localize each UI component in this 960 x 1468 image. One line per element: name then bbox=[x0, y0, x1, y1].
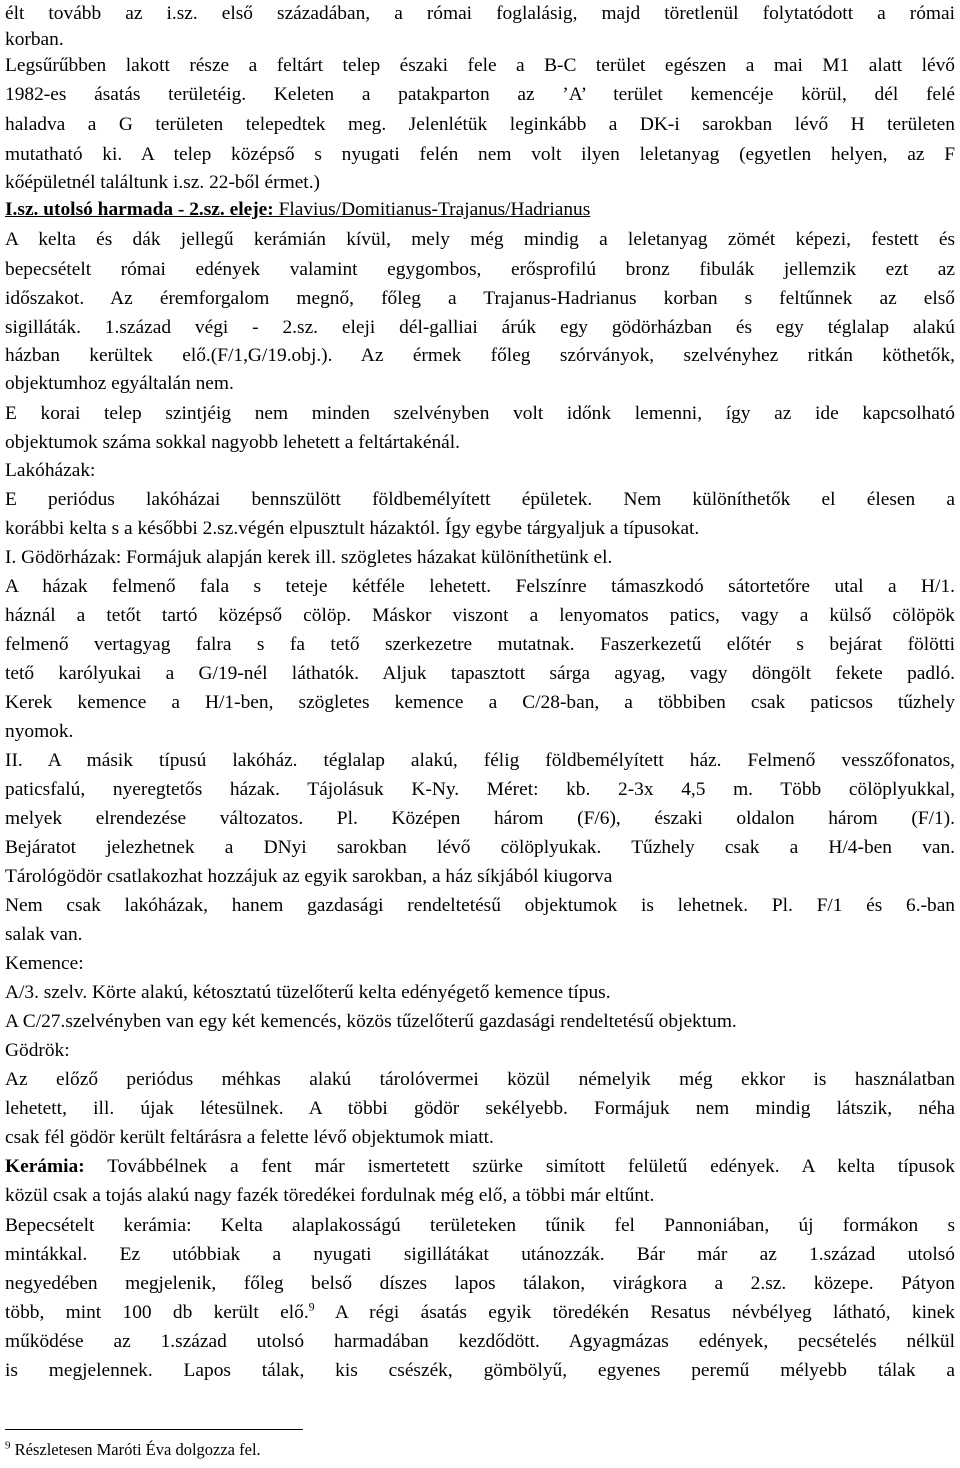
footnote-reference[interactable]: 9 bbox=[308, 1299, 315, 1314]
paragraph-line: Kerek kemence a H/1-ben, szögletes kemence a C/28-ban, a többiben csak paticsos tűzhely bbox=[5, 692, 955, 713]
paragraph-line: működése az 1.század utolsó harmadában kezdődött. Agyagmázas edények, pecsételés nélkül bbox=[5, 1331, 955, 1352]
paragraph-line: A/3. szelv. Körte alakú, kétosztatú tüzelőterű kelta edényégető kemence típus. bbox=[5, 982, 611, 1003]
paragraph-line: Bejáratot jelezhetnek a DNyi sarokban lévő cölöplyukak. Tűzhely csak a H/4-ben van. bbox=[5, 837, 955, 858]
paragraph-line: haladva a G területen telepedtek meg. Jelenlétük leginkább a DK-i sarokban lévő H területen bbox=[5, 114, 955, 135]
paragraph-line: A C/27.szelvényben van egy két kemencés, közös tűzelőterű gazdasági rendeltetésű objektum. bbox=[5, 1011, 737, 1032]
paragraph-line bbox=[5, 1154, 955, 1180]
paragraph-line: I. Gödörházak: Formájuk alapján kerek ill. szögletes házakat különíthetünk el. bbox=[5, 547, 613, 568]
period-rulers: Flavius/Domitianus-Trajanus/Hadrianus bbox=[273, 199, 591, 220]
paragraph-line: tető karólyukai a G/19-nél láthatók. Aljuk tapasztott sárga agyag, vagy döngölt fekete padló. bbox=[5, 663, 955, 684]
paragraph-line: házban kerültek elő.(F/1,G/19.obj.). Az érmek főleg szórványok, szelvényhez ritkán köthetők, bbox=[5, 345, 955, 366]
paragraph-line: korban. bbox=[5, 29, 64, 50]
paragraph-line: melyek elrendezése változatos. Pl. Középen három (F/6), északi oldalon három (F/1). bbox=[5, 808, 955, 829]
paragraph-line bbox=[5, 1300, 955, 1326]
paragraph-line: Nem csak lakóházak, hanem gazdasági rendeltetésű objektumok is lehetnek. Pl. F/1 és 6.-ban bbox=[5, 895, 955, 916]
subheading-godrok: Gödrök: bbox=[5, 1040, 70, 1061]
subheading-lakohazak: Lakóházak: bbox=[5, 460, 96, 481]
paragraph-line: Az előző periódus méhkas alakú tárolóvermei közül némelyik még ekkor is használatban bbox=[5, 1069, 955, 1090]
paragraph-line: háznál a tetőt tartó középső cölöp. Máskor viszont a lenyomatos patics, vagy a külső cölöpök bbox=[5, 605, 955, 626]
paragraph-line: salak van. bbox=[5, 924, 83, 945]
paragraph-line: nyomok. bbox=[5, 721, 74, 742]
paragraph-line: élt tovább az i.sz. első századában, a római foglalásig, majd töretlenül folytatódott a római bbox=[5, 3, 955, 24]
paragraph-line: II. A másik típusú lakóház. téglalap alakú, félig földbemélyített ház. Felmenő vesszőfonatos, bbox=[5, 750, 955, 771]
paragraph-line: 1982-es ásatás területéig. Keleten a patakparton az ’A’ terület kemencéje körül, dél felé bbox=[5, 84, 955, 105]
paragraph-line: objektumok száma sokkal nagyobb lehetett a feltártakénál. bbox=[5, 432, 460, 453]
paragraph-line: kőépületnél találtunk i.sz. 22-ből érmet.) bbox=[5, 172, 321, 193]
period-label: I.sz. utolsó harmada - 2.sz. eleje: bbox=[5, 199, 274, 220]
paragraph-line: Bepecsételt kerámia: Kelta alaplakosságú területeken tűnik fel Pannoniában, új formákon s bbox=[5, 1215, 955, 1236]
paragraph-line: közül csak a tojás alakú nagy fazék töredékei fordulnak még elő, a többi már eltűnt. bbox=[5, 1185, 655, 1206]
paragraph-line: korábbi kelta s a későbbi 2.sz.végén elpusztult házaktól. Így egybe tárgyaljuk a típusokat. bbox=[5, 518, 700, 539]
subheading-kemence: Kemence: bbox=[5, 953, 84, 974]
paragraph-line: Legsűrűbben lakott része a feltárt telep északi fele a B-C terület egészen a mai M1 alatt lévő bbox=[5, 55, 955, 76]
paragraph-line: bepecsételt római edények valamint egygombos, erősprofilú bronz fibulák jellemzik ezt az bbox=[5, 259, 955, 280]
line-text-before-footnote: több, mint 100 db került elő. bbox=[5, 1302, 309, 1323]
paragraph-line: mutatható ki. A telep középső s nyugati felén nem volt ilyen leletanyag (egyetlen helyen, az F bbox=[5, 144, 955, 165]
paragraph-line: A házak felmenő fala s teteje kétféle lehetett. Felszínre támaszkodó sátortetőre utal a H/1. bbox=[5, 576, 955, 597]
paragraph-line: csak fél gödör került feltárásra a felette lévő objektumok miatt. bbox=[5, 1127, 494, 1148]
paragraph-line: A kelta és dák jellegű kerámián kívül, mely még mindig a leletanyag zömét képezi, festett és bbox=[5, 229, 955, 250]
footnote-separator bbox=[5, 1429, 303, 1430]
paragraph-line: időszakot. Az éremforgalom megnő, főleg a Trajanus-Hadrianus korban s feltűnnek az első bbox=[5, 288, 955, 309]
paragraph-line: mintákkal. Ez utóbbiak a nyugati sigillátákat utánozzák. Bár már az 1.század utolsó bbox=[5, 1244, 955, 1265]
footnote-text: Részletesen Maróti Éva dolgozza fel. bbox=[10, 1440, 261, 1459]
paragraph-line: paticsfalú, nyeregtetős házak. Tájolásuk K-Ny. Méret: kb. 2-3x 4,5 m. Több cölöplyukkal, bbox=[5, 779, 955, 800]
paragraph-line: lehetett, ill. újak létesülnek. A többi gödör sekélyebb. Formájuk nem mindig látszik, néha bbox=[5, 1098, 955, 1119]
paragraph-line: negyedében megjelenik, főleg belső díszes lapos tálakon, virágkora a 2.sz. közepe. Pátyon bbox=[5, 1273, 955, 1294]
paragraph-line: Tárológödör csatlakozhat hozzájuk az egyik sarokban, a ház síkjából kiugorva bbox=[5, 866, 613, 887]
paragraph-line: E periódus lakóházai bennszülött földbemélyített épületek. Nem különíthetők el élesen a bbox=[5, 489, 955, 510]
paragraph-line: E korai telep szintjéig nem minden szelvényben volt időnk lemenni, így az ide kapcsolható bbox=[5, 403, 955, 424]
paragraph-line: objektumhoz egyáltalán nem. bbox=[5, 373, 234, 394]
paragraph-line: is megjelennek. Lapos tálak, kis csészék, gömbölyű, egyenes peremű mélyebb tálak a bbox=[5, 1360, 955, 1381]
footnote-number: 9 bbox=[5, 1439, 11, 1452]
keramia-text: Továbbélnek a fent már ismertetett szürke simított felületű edények. A kelta típusok bbox=[84, 1156, 955, 1177]
paragraph-line: felmenő vertagyag falra s fa tető szerkezetre mutatnak. Faszerkezetű előtér s bejárat fölötti bbox=[5, 634, 955, 655]
footnote bbox=[5, 1438, 705, 1462]
section-heading bbox=[5, 197, 955, 223]
line-text-after-footnote: A régi ásatás egyik töredékén Resatus névbélyeg látható, kinek bbox=[314, 1302, 955, 1323]
keramia-label: Kerámia: bbox=[5, 1156, 85, 1177]
paragraph-line: sigilláták. 1.század végi - 2.sz. eleji dél-galliai árúk egy gödörházban és egy téglalap alakú bbox=[5, 317, 955, 338]
